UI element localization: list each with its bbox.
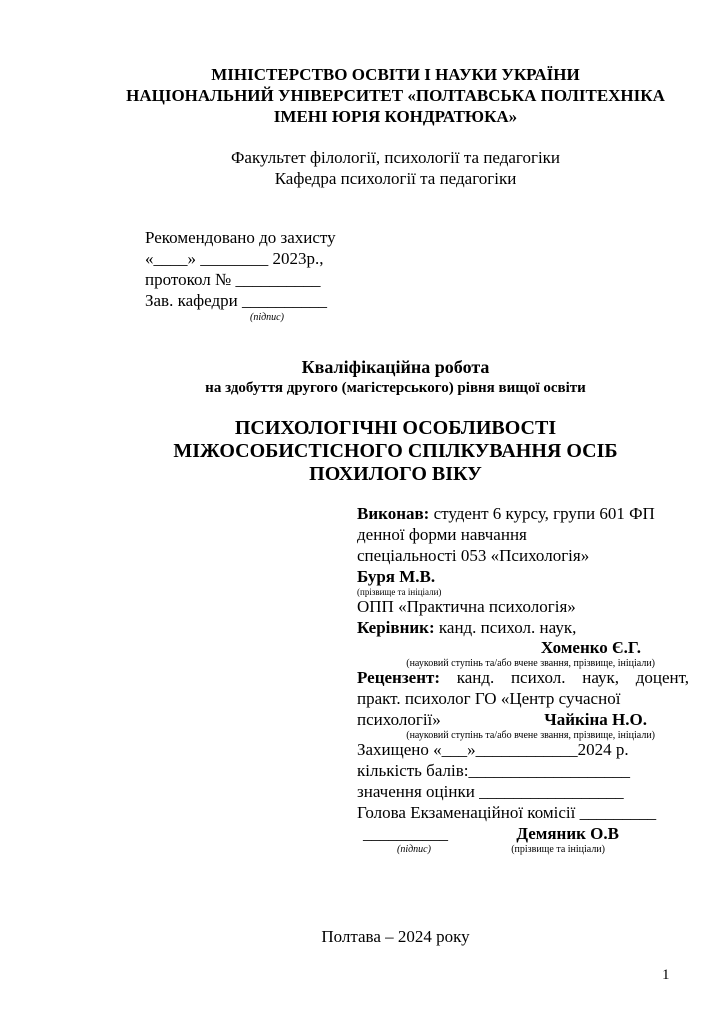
recommendation-head-line: Зав. кафедри __________ [145,291,327,310]
opp-line: ОПП «Практична психологія» [357,596,576,616]
faculty-line: Факультет філології, психології та педагогіки [230,148,561,167]
department-line: Кафедра психології та педагогіки [274,169,517,188]
reviewer-name: Чайкіна Н.О. [544,710,647,730]
city-year-line: Полтава – 2024 року [321,927,470,946]
university-line-1: НАЦІОНАЛЬНИЙ УНІВЕРСИТЕТ «ПОЛТАВСЬКА ПОЛІТЕХНІКА [126,86,665,105]
committee-head-name: Демяник О.В [516,823,619,843]
university-line-2: ІМЕНІ ЮРІЯ КОНДРАТЮКА» [273,107,518,126]
bottom-captions-row [357,845,689,854]
supervisor-caption: (науковий ступінь та/або вчене звання, прізвище, ініціали) [406,658,655,670]
committee-line: Голова Екзаменаційної комісії _________ [357,802,657,822]
committee-signature-row [357,824,689,845]
qualification-title: Кваліфікаційна робота [301,357,490,377]
signature-caption: (підпис) [250,312,284,323]
recommendation-line-1: Рекомендовано до захисту [145,228,336,247]
thesis-title-line-2: МІЖОСОБИСТІСНОГО СПІЛКУВАННЯ ОСІБ [173,440,618,462]
university-header [103,64,688,127]
reviewer-line-3-left: психології» [357,710,441,730]
signature-blank: __________ [363,823,448,843]
supervisor-name: Хоменко Є.Г. [540,638,641,658]
executor-line [357,504,689,525]
executor-line-3: спеціальності 053 «Психологія» [357,545,590,565]
page-number: 1 [662,967,670,983]
executor-line-2: денної форми навчання [357,524,527,544]
thesis-title-line-1: ПСИХОЛОГІЧНІ ОСОБЛИВОСТІ [234,417,557,439]
reviewer-text: канд. психол. наук, доцент, [440,668,689,688]
reviewer-line [357,668,689,689]
faculty-block [103,147,688,189]
defended-line: Захищено «___»____________2024 р. [357,740,629,760]
details-column [357,504,689,854]
reviewer-label: Рецензент: [357,668,441,688]
supervisor-text: канд. психол. наук, [434,617,577,637]
grade-line: значення оцінки _________________ [357,781,624,801]
name-caption: (прізвище та ініціали) [511,843,605,855]
qualification-subtitle: на здобуття другого (магістерського) рівня вищої освіти [205,380,586,396]
executor-label: Виконав: [357,504,430,523]
supervisor-line [357,618,689,639]
signature-caption: (підпис) [397,843,431,855]
qualification-block [103,356,688,398]
reviewer-line-2: практ. психолог ГО «Центр сучасної [357,689,621,709]
executor-name-caption: (прізвище та ініціали) [357,586,442,597]
thesis-title [103,417,688,486]
supervisor-label: Керівник: [357,617,435,637]
recommendation-date-line: «____» ________ 2023р., [145,249,324,268]
executor-name: Буря М.В. [357,566,436,586]
points-line: кількість балів:___________________ [357,760,630,780]
thesis-title-line-3: ПОХИЛОГО ВІКУ [309,463,482,485]
reviewer-name-row [357,710,689,731]
executor-text: студент 6 курсу, групи 601 ФП [429,504,655,523]
recommendation-protocol-line: протокол № __________ [145,270,321,289]
ministry-line: МІНІСТЕРСТВО ОСВІТИ І НАУКИ УКРАЇНИ [211,65,580,84]
recommendation-block [145,227,688,324]
reviewer-caption: (науковий ступінь та/або вчене звання, прізвище, ініціали) [406,730,655,742]
